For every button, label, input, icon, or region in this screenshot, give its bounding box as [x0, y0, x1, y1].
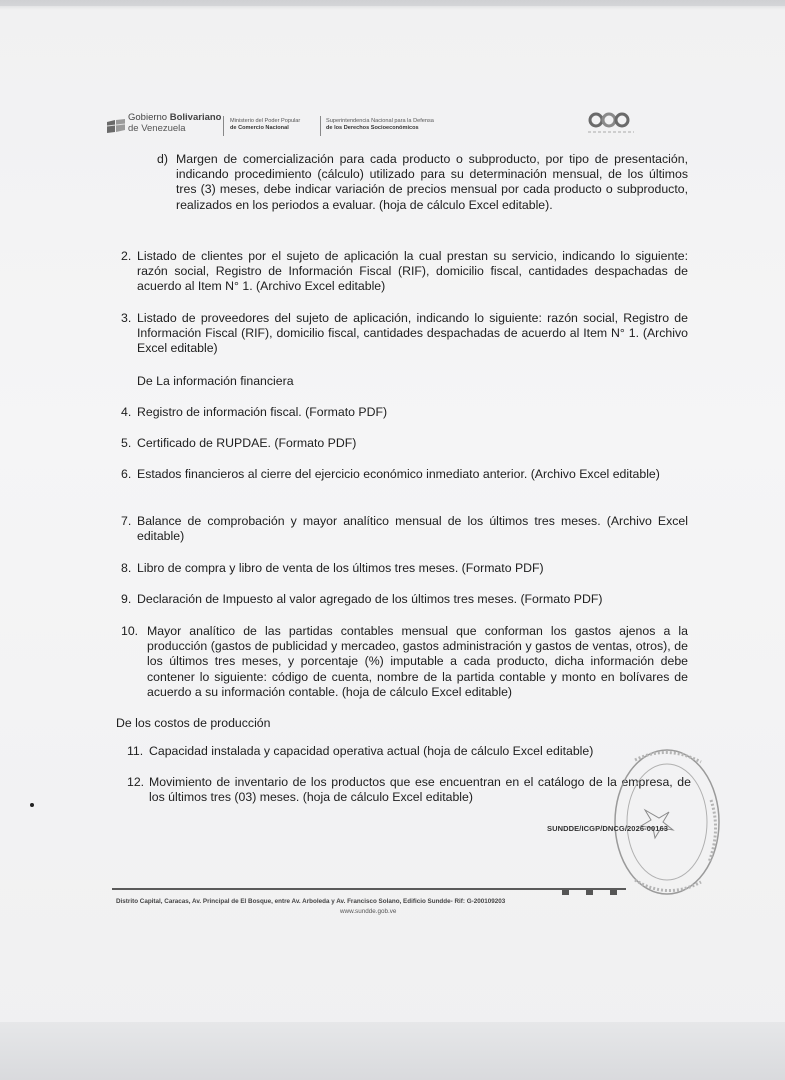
- item-number: 2.: [121, 249, 132, 263]
- footer-website: www.sundde.gob.ve: [340, 908, 397, 915]
- item-2-text: Listado de clientes por el sujeto de aplicación la cual prestan su servicio, indicando lo siguiente: razón social, Registro de Información Fiscal (RIF), domicilio fiscal, cantidades despachadas de acuerdo al Item N° 1. (Archivo Excel editable): [137, 249, 688, 294]
- item-d-text: Margen de comercialización para cada producto o subproducto, por tipo de presentación, indicando procedimiento (cálculo) utilizado para su determinación mensual, de los últimos tres (3) meses, debe indicar variación de precios mensual por cada producto o subproducto, realizados en los periodos a evaluar. (hoja de cálculo Excel editable).: [176, 152, 688, 212]
- header-divider: [223, 116, 224, 136]
- item-number: 10.: [121, 624, 139, 638]
- item-12-text: Movimiento de inventario de los productos que ese encuentran en el catálogo de la empresa, de los últimos tres (03) meses. (hoja de cálculo Excel editable): [149, 775, 691, 805]
- section-heading-costs: De los costos de producción: [116, 716, 271, 730]
- item-number: 5.: [121, 436, 132, 450]
- item-number: 8.: [121, 561, 132, 575]
- item-9-text: Declaración de Impuesto al valor agregado de los últimos tres meses. (Formato PDF): [137, 592, 603, 606]
- item-3-text: Listado de proveedores del sujeto de aplicación, indicando lo siguiente: razón social, Registro de Información Fiscal (RIF), domicilio fiscal, cantidades despachadas de acuerdo al Item N° 1. (Archivo Excel editable): [137, 311, 688, 356]
- letterhead: [106, 110, 636, 140]
- commemorative-logo-icon: [586, 110, 636, 136]
- venezuela-flag-icon: [106, 118, 126, 134]
- section-heading-financial: De La información financiera: [137, 374, 294, 388]
- item-10-text: Mayor analítico de las partidas contables mensual que conforman los gastos ajenos a la producción (gastos de publicidad y mercadeo, gastos administración y gastos de ventas, otros), de los últimos tres meses, y porcentaje (%) imputable a cada producto, dicha información debe contener lo siguiente: código de cuenta, nombre de la partida contable y monto en bolívares de acuerdo a su información contable. (hoja de cálculo Excel editable): [147, 624, 688, 699]
- item-number: 9.: [121, 592, 132, 606]
- item-marker: d): [157, 152, 168, 166]
- item-6-text: Estados financieros al cierre del ejercicio económico inmediato anterior. (Archivo Excel editable): [137, 467, 660, 481]
- item-5-text: Certificado de RUPDAE. (Formato PDF): [137, 436, 357, 450]
- item-number: 12.: [127, 775, 145, 789]
- item-4-text: Registro de información fiscal. (Formato PDF): [137, 405, 388, 419]
- footer-address: Distrito Capital, Caracas, Av. Principal de El Bosque, entre Av. Arboleda y Av. Francisco Solano, Edificio Sundde- Rif: G-200109203: [116, 898, 506, 905]
- superintendency-name: Superintendencia Nacional para la Defensa de los Derechos Socioeconómicos: [326, 118, 434, 131]
- item-number: 7.: [121, 514, 132, 528]
- item-7-text: Balance de comprobación y mayor analítico mensual de los últimos tres meses. (Archivo Excel editable): [137, 514, 688, 544]
- item-number: 3.: [121, 311, 132, 325]
- footer-rule: [112, 888, 626, 890]
- item-11-text: Capacidad instalada y capacidad operativa actual (hoja de cálculo Excel editable): [149, 744, 594, 758]
- ministry-name: Ministerio del Poder Popular de Comercio Nacional: [230, 118, 301, 131]
- item-number: 6.: [121, 467, 132, 481]
- item-8-text: Libro de compra y libro de venta de los últimos tres meses. (Formato PDF): [137, 561, 544, 575]
- government-name: Gobierno Bolivariano: [128, 112, 222, 123]
- header-divider: [320, 116, 321, 136]
- official-seal-stamp: [605, 740, 735, 900]
- scan-speck: [30, 803, 34, 807]
- government-country: de Venezuela: [128, 123, 186, 134]
- reference-code: SUNDDE/ICGP/DNCG/2026-00163: [547, 824, 669, 833]
- page-top-shadow: [0, 0, 785, 10]
- page-bottom-band: [0, 1022, 785, 1080]
- item-number: 11.: [127, 744, 144, 758]
- item-number: 4.: [121, 405, 132, 419]
